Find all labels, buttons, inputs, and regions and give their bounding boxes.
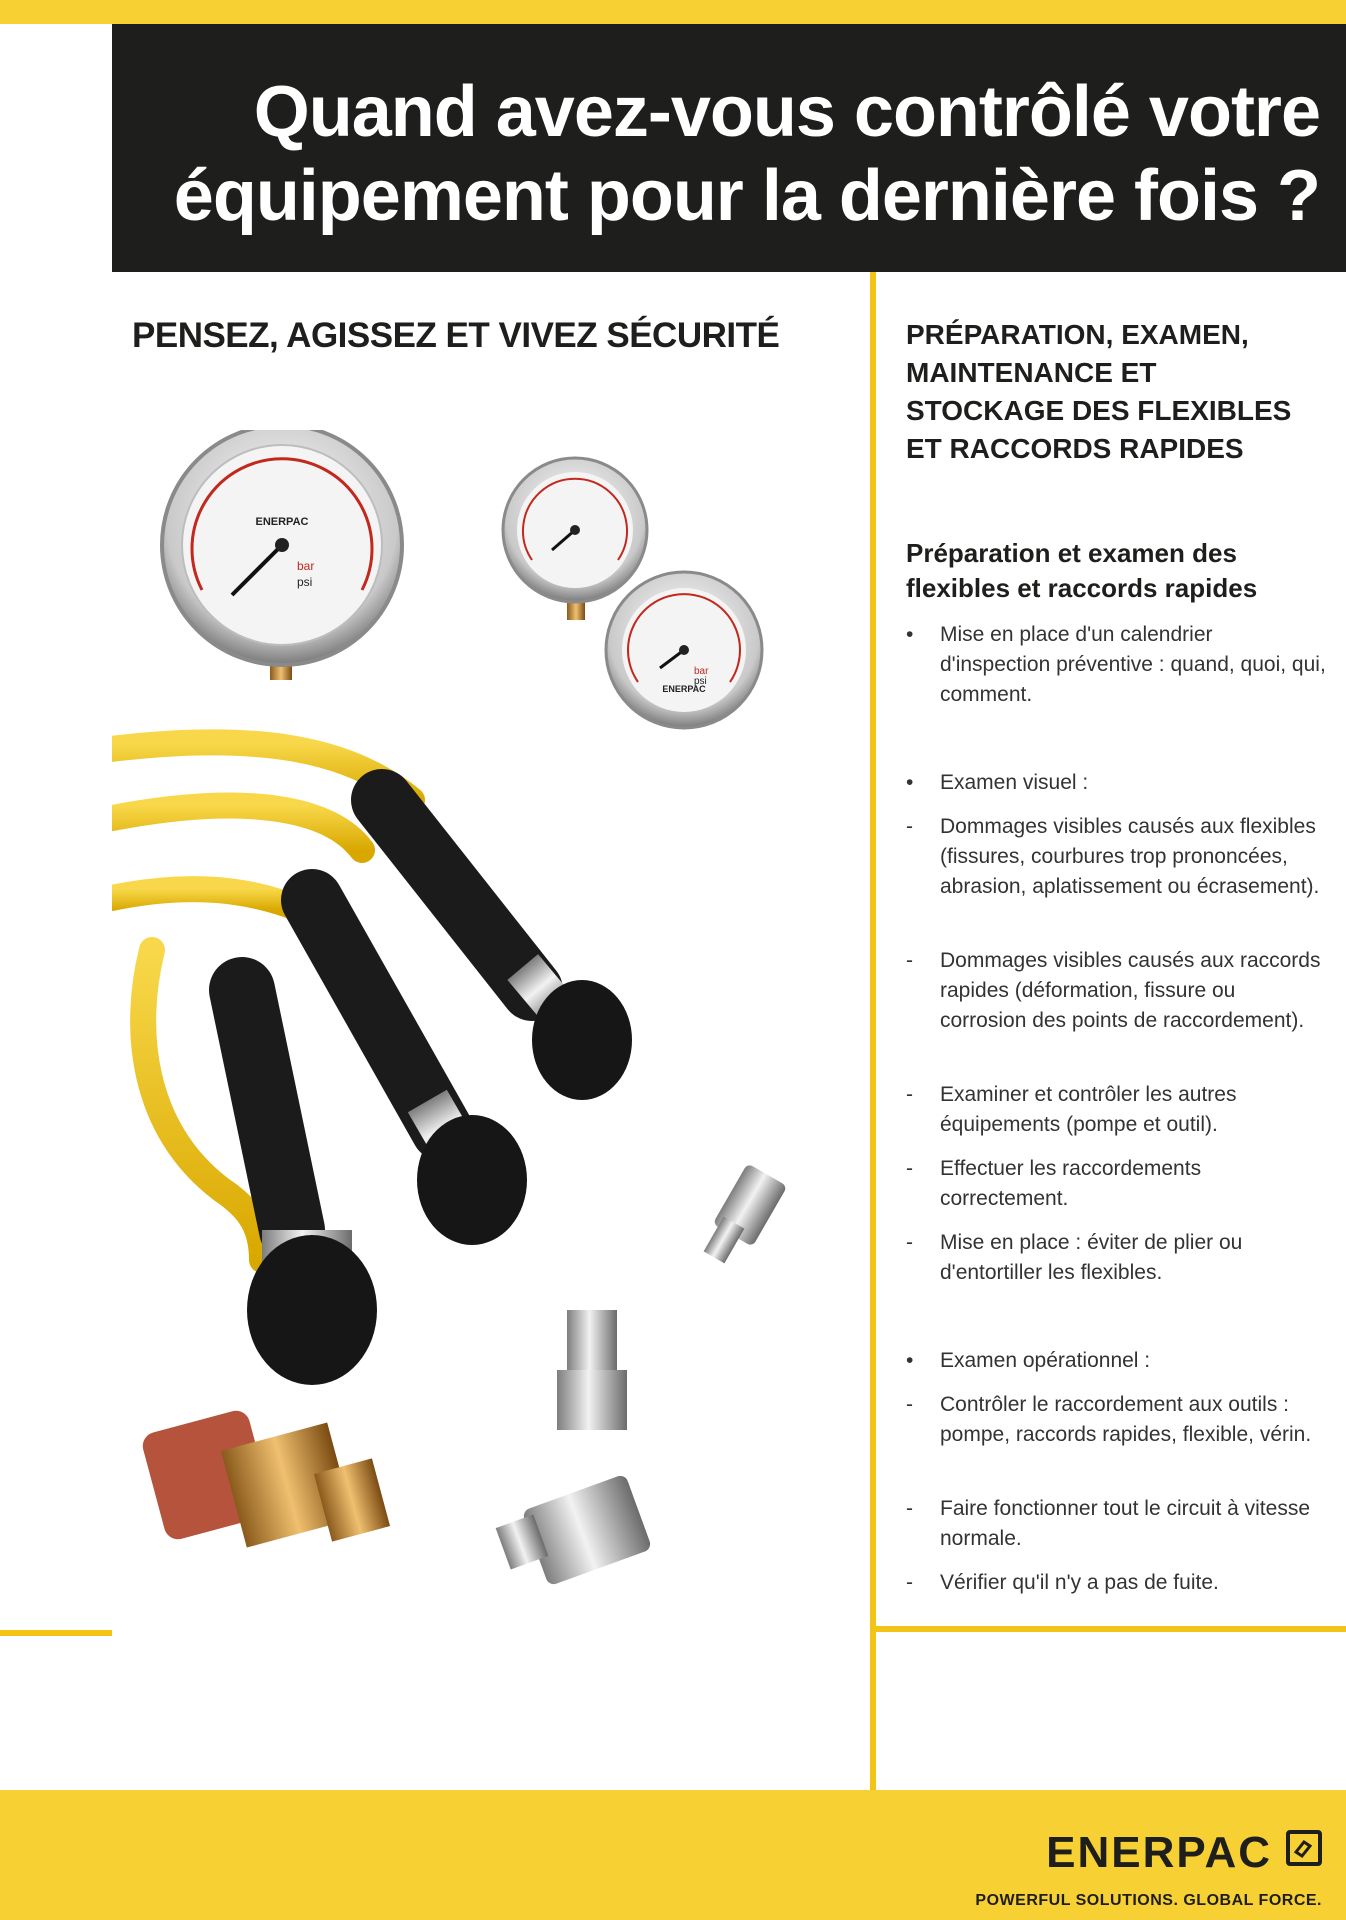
footer-band [0, 1790, 1346, 1920]
bullet-mark: • [906, 623, 914, 646]
list-item-text: Examen opérationnel : [940, 1349, 1151, 1372]
headline [174, 70, 1320, 238]
list-item [906, 1390, 1326, 1450]
pressure-gauge-large [162, 430, 402, 680]
list-item [906, 1080, 1326, 1140]
headline-line-1: Quand avez-vous contrôlé votre [253, 72, 1320, 152]
list-item [906, 768, 1326, 798]
list-item [906, 1228, 1326, 1288]
headline-line-2: équipement pour la dernière fois ? [173, 156, 1320, 236]
safety-heading: PENSEZ, AGISSEZ ET VIVEZ SÉCURITÉ [132, 316, 780, 355]
gauge-small-unit-bar: bar [694, 666, 709, 677]
gauge-large-unit-psi: psi [297, 575, 313, 589]
pressure-gauge-small [606, 572, 762, 728]
section-heading-line-4: ET RACCORDS RAPIDES [906, 433, 1244, 464]
enerpac-logo: ENERPAC [1046, 1828, 1272, 1877]
list-item-text: Mise en place d'un calendrier d'inspection préventive : quand, quoi, qui, comment. [940, 623, 1326, 706]
bullet-mark: • [906, 1349, 914, 1372]
section-heading-line-2: MAINTENANCE ET [906, 357, 1157, 388]
gauge-small-brand: ENERPAC [662, 684, 706, 694]
section-heading-line-3: STOCKAGE DES FLEXIBLES [906, 395, 1292, 426]
list-item [906, 620, 1326, 710]
list-item-text: Mise en place : éviter de plier ou d'entortiller les flexibles. [940, 1231, 1243, 1284]
left-divider-line [0, 1630, 112, 1636]
list-item-text: Examiner et contrôler les autres équipements (pompe et outil). [940, 1083, 1237, 1136]
list-item [906, 1154, 1326, 1214]
header-band [112, 24, 1346, 272]
tagline: POWERFUL SOLUTIONS. GLOBAL FORCE. [975, 1892, 1322, 1909]
chrome-coupler [496, 1474, 653, 1587]
list-item-text: Faire fonctionner tout le circuit à vitesse normale. [940, 1497, 1311, 1550]
list-item-text: Contrôler le raccordement aux outils : pompe, raccords rapides, flexible, vérin. [940, 1393, 1312, 1446]
left-margin [0, 24, 112, 1634]
dash-mark: - [906, 1157, 913, 1180]
coupler-nipple-1 [704, 1163, 788, 1263]
list-item-text: Dommages visibles causés aux raccords rapides (déformation, fissure ou corrosion des points de raccordement). [940, 949, 1321, 1032]
list-item [906, 1346, 1326, 1376]
dash-mark: - [906, 1231, 913, 1254]
right-divider-line [876, 1626, 1346, 1632]
right-column [876, 272, 1346, 1632]
list-item-text: Effectuer les raccordements correctement. [940, 1157, 1202, 1210]
list-item [906, 812, 1326, 902]
hose-end-3 [242, 990, 377, 1385]
dash-mark: - [906, 1571, 913, 1594]
logo-emblem-icon [1286, 1830, 1322, 1866]
dash-mark: - [906, 815, 913, 838]
list-item-text: Dommages visibles causés aux flexibles (fissures, courbures trop prononcées, abrasion, aplatissement ou écrasement). [940, 815, 1320, 898]
section-heading [906, 316, 1291, 468]
section-heading-line-1: PRÉPARATION, EXAMEN, [906, 319, 1249, 350]
dash-mark: - [906, 1393, 913, 1416]
gauge-large-unit-bar: bar [297, 559, 315, 573]
dash-mark: - [906, 1497, 913, 1520]
coupler-nipple-2 [557, 1310, 627, 1430]
list-item-text: Examen visuel : [940, 771, 1089, 794]
list-item-text: Vérifier qu'il n'y a pas de fuite. [940, 1571, 1219, 1594]
gauge-small-unit-psi: psi [694, 676, 707, 687]
dash-mark: - [906, 1083, 913, 1106]
list-item [906, 1568, 1326, 1598]
top-yellow-strip [0, 0, 1346, 24]
product-illustration [112, 430, 862, 1600]
list-item [906, 1494, 1326, 1554]
sub-heading: Préparation et examen des flexibles et raccords rapides [906, 538, 1258, 603]
list-item [906, 946, 1326, 1036]
brass-coupler [140, 1408, 390, 1548]
bullet-mark: • [906, 771, 914, 794]
pressure-gauge-medium [503, 458, 647, 620]
gauge-large-brand: ENERPAC [255, 516, 309, 528]
dash-mark: - [906, 949, 913, 972]
